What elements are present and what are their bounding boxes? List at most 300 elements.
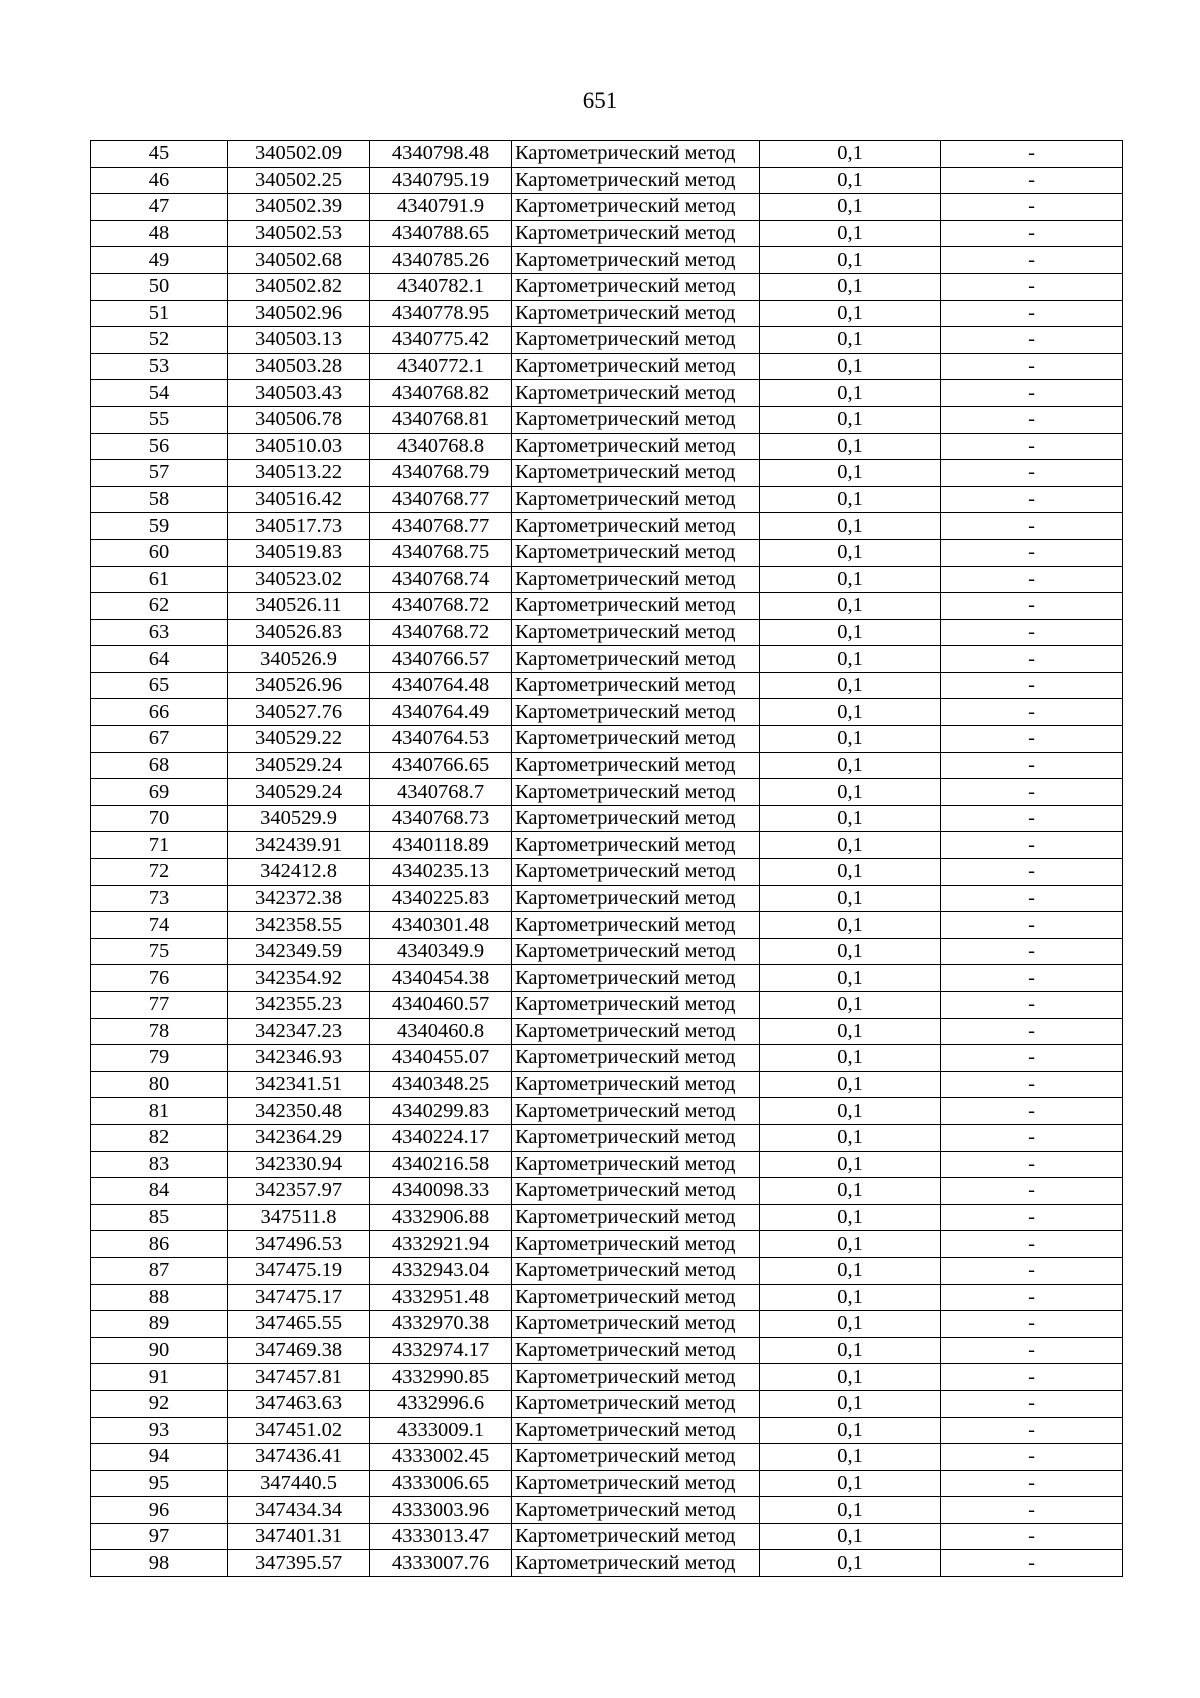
x-coordinate-cell: 340502.09	[228, 141, 370, 168]
y-coordinate-cell: 4340785.26	[370, 247, 512, 274]
note-cell: -	[941, 779, 1123, 806]
table-row	[91, 1257, 1123, 1284]
table-row	[91, 300, 1123, 327]
note-cell: -	[941, 752, 1123, 779]
x-coordinate-cell: 342330.94	[228, 1151, 370, 1178]
y-coordinate-cell: 4332996.6	[370, 1390, 512, 1417]
x-coordinate-cell: 340519.83	[228, 539, 370, 566]
table-row	[91, 646, 1123, 673]
x-coordinate-cell: 340526.9	[228, 646, 370, 673]
x-coordinate-cell: 347511.8	[228, 1204, 370, 1231]
point-number-cell: 90	[91, 1337, 228, 1364]
note-cell: -	[941, 938, 1123, 965]
table-row	[91, 406, 1123, 433]
accuracy-cell: 0,1	[760, 273, 941, 300]
table-row	[91, 619, 1123, 646]
x-coordinate-cell: 347463.63	[228, 1390, 370, 1417]
table-row	[91, 1151, 1123, 1178]
y-coordinate-cell: 4333013.47	[370, 1523, 512, 1550]
method-cell: Картометрический метод	[512, 1337, 760, 1364]
table-row	[91, 593, 1123, 620]
x-coordinate-cell: 340529.9	[228, 805, 370, 832]
y-coordinate-cell: 4340235.13	[370, 859, 512, 886]
method-cell: Картометрический метод	[512, 1364, 760, 1391]
point-number-cell: 71	[91, 832, 228, 859]
table-row	[91, 380, 1123, 407]
point-number-cell: 57	[91, 460, 228, 487]
y-coordinate-cell: 4340764.49	[370, 699, 512, 726]
note-cell: -	[941, 1311, 1123, 1338]
point-number-cell: 93	[91, 1417, 228, 1444]
note-cell: -	[941, 699, 1123, 726]
table-row	[91, 752, 1123, 779]
y-coordinate-cell: 4333002.45	[370, 1444, 512, 1471]
y-coordinate-cell: 4340788.65	[370, 220, 512, 247]
y-coordinate-cell: 4332970.38	[370, 1311, 512, 1338]
y-coordinate-cell: 4340454.38	[370, 965, 512, 992]
method-cell: Картометрический метод	[512, 539, 760, 566]
x-coordinate-cell: 340510.03	[228, 433, 370, 460]
y-coordinate-cell: 4340782.1	[370, 273, 512, 300]
accuracy-cell: 0,1	[760, 885, 941, 912]
note-cell: -	[941, 1231, 1123, 1258]
accuracy-cell: 0,1	[760, 992, 941, 1019]
x-coordinate-cell: 340503.43	[228, 380, 370, 407]
method-cell: Картометрический метод	[512, 1444, 760, 1471]
method-cell: Картометрический метод	[512, 273, 760, 300]
point-number-cell: 76	[91, 965, 228, 992]
method-cell: Картометрический метод	[512, 1045, 760, 1072]
accuracy-cell: 0,1	[760, 859, 941, 886]
table-row	[91, 1311, 1123, 1338]
x-coordinate-cell: 347436.41	[228, 1444, 370, 1471]
point-number-cell: 82	[91, 1124, 228, 1151]
point-number-cell: 53	[91, 353, 228, 380]
method-cell: Картометрический метод	[512, 938, 760, 965]
y-coordinate-cell: 4333009.1	[370, 1417, 512, 1444]
method-cell: Картометрический метод	[512, 220, 760, 247]
note-cell: -	[941, 965, 1123, 992]
accuracy-cell: 0,1	[760, 726, 941, 753]
accuracy-cell: 0,1	[760, 1257, 941, 1284]
note-cell: -	[941, 1444, 1123, 1471]
y-coordinate-cell: 4340455.07	[370, 1045, 512, 1072]
accuracy-cell: 0,1	[760, 1550, 941, 1577]
table-row	[91, 486, 1123, 513]
y-coordinate-cell: 4340768.75	[370, 539, 512, 566]
method-cell: Картометрический метод	[512, 726, 760, 753]
accuracy-cell: 0,1	[760, 1390, 941, 1417]
table-row	[91, 327, 1123, 354]
point-number-cell: 97	[91, 1523, 228, 1550]
point-number-cell: 75	[91, 938, 228, 965]
x-coordinate-cell: 340526.11	[228, 593, 370, 620]
table-row	[91, 1417, 1123, 1444]
table-row	[91, 779, 1123, 806]
accuracy-cell: 0,1	[760, 300, 941, 327]
method-cell: Картометрический метод	[512, 1178, 760, 1205]
point-number-cell: 55	[91, 406, 228, 433]
table-row	[91, 1098, 1123, 1125]
method-cell: Картометрический метод	[512, 1497, 760, 1524]
note-cell: -	[941, 1497, 1123, 1524]
y-coordinate-cell: 4340766.65	[370, 752, 512, 779]
accuracy-cell: 0,1	[760, 1124, 941, 1151]
accuracy-cell: 0,1	[760, 1444, 941, 1471]
y-coordinate-cell: 4340768.72	[370, 593, 512, 620]
method-cell: Картометрический метод	[512, 141, 760, 168]
x-coordinate-cell: 347457.81	[228, 1364, 370, 1391]
note-cell: -	[941, 646, 1123, 673]
accuracy-cell: 0,1	[760, 1284, 941, 1311]
point-number-cell: 88	[91, 1284, 228, 1311]
y-coordinate-cell: 4340225.83	[370, 885, 512, 912]
table-row	[91, 885, 1123, 912]
table-row	[91, 167, 1123, 194]
method-cell: Картометрический метод	[512, 486, 760, 513]
note-cell: -	[941, 300, 1123, 327]
point-number-cell: 74	[91, 912, 228, 939]
accuracy-cell: 0,1	[760, 141, 941, 168]
accuracy-cell: 0,1	[760, 566, 941, 593]
method-cell: Картометрический метод	[512, 1204, 760, 1231]
x-coordinate-cell: 340529.22	[228, 726, 370, 753]
accuracy-cell: 0,1	[760, 593, 941, 620]
x-coordinate-cell: 340502.68	[228, 247, 370, 274]
accuracy-cell: 0,1	[760, 619, 941, 646]
table-row	[91, 938, 1123, 965]
point-number-cell: 61	[91, 566, 228, 593]
method-cell: Картометрический метод	[512, 167, 760, 194]
point-number-cell: 64	[91, 646, 228, 673]
method-cell: Картометрический метод	[512, 805, 760, 832]
method-cell: Картометрический метод	[512, 353, 760, 380]
note-cell: -	[941, 1523, 1123, 1550]
y-coordinate-cell: 4340224.17	[370, 1124, 512, 1151]
point-number-cell: 54	[91, 380, 228, 407]
x-coordinate-cell: 347496.53	[228, 1231, 370, 1258]
note-cell: -	[941, 1098, 1123, 1125]
note-cell: -	[941, 327, 1123, 354]
y-coordinate-cell: 4340768.79	[370, 460, 512, 487]
point-number-cell: 77	[91, 992, 228, 1019]
y-coordinate-cell: 4340768.8	[370, 433, 512, 460]
method-cell: Картометрический метод	[512, 566, 760, 593]
point-number-cell: 98	[91, 1550, 228, 1577]
y-coordinate-cell: 4332943.04	[370, 1257, 512, 1284]
x-coordinate-cell: 347451.02	[228, 1417, 370, 1444]
x-coordinate-cell: 347475.17	[228, 1284, 370, 1311]
point-number-cell: 62	[91, 593, 228, 620]
x-coordinate-cell: 342341.51	[228, 1071, 370, 1098]
note-cell: -	[941, 1018, 1123, 1045]
accuracy-cell: 0,1	[760, 1018, 941, 1045]
table-row	[91, 1018, 1123, 1045]
y-coordinate-cell: 4340772.1	[370, 353, 512, 380]
y-coordinate-cell: 4333006.65	[370, 1470, 512, 1497]
point-number-cell: 47	[91, 194, 228, 221]
method-cell: Картометрический метод	[512, 1284, 760, 1311]
note-cell: -	[941, 141, 1123, 168]
method-cell: Картометрический метод	[512, 619, 760, 646]
point-number-cell: 45	[91, 141, 228, 168]
note-cell: -	[941, 1071, 1123, 1098]
method-cell: Картометрический метод	[512, 752, 760, 779]
table-row	[91, 1071, 1123, 1098]
note-cell: -	[941, 486, 1123, 513]
note-cell: -	[941, 1257, 1123, 1284]
point-number-cell: 59	[91, 513, 228, 540]
accuracy-cell: 0,1	[760, 380, 941, 407]
note-cell: -	[941, 460, 1123, 487]
accuracy-cell: 0,1	[760, 353, 941, 380]
point-number-cell: 58	[91, 486, 228, 513]
note-cell: -	[941, 194, 1123, 221]
note-cell: -	[941, 805, 1123, 832]
note-cell: -	[941, 832, 1123, 859]
accuracy-cell: 0,1	[760, 433, 941, 460]
y-coordinate-cell: 4340216.58	[370, 1151, 512, 1178]
method-cell: Картометрический метод	[512, 672, 760, 699]
x-coordinate-cell: 340517.73	[228, 513, 370, 540]
note-cell: -	[941, 1045, 1123, 1072]
accuracy-cell: 0,1	[760, 327, 941, 354]
accuracy-cell: 0,1	[760, 1364, 941, 1391]
note-cell: -	[941, 273, 1123, 300]
method-cell: Картометрический метод	[512, 406, 760, 433]
note-cell: -	[941, 1390, 1123, 1417]
y-coordinate-cell: 4340299.83	[370, 1098, 512, 1125]
note-cell: -	[941, 1124, 1123, 1151]
accuracy-cell: 0,1	[760, 539, 941, 566]
table-row	[91, 1045, 1123, 1072]
table-row	[91, 1470, 1123, 1497]
method-cell: Картометрический метод	[512, 513, 760, 540]
table-row	[91, 1390, 1123, 1417]
y-coordinate-cell: 4340768.81	[370, 406, 512, 433]
x-coordinate-cell: 342347.23	[228, 1018, 370, 1045]
method-cell: Картометрический метод	[512, 699, 760, 726]
y-coordinate-cell: 4332921.94	[370, 1231, 512, 1258]
table-row	[91, 353, 1123, 380]
table-row	[91, 726, 1123, 753]
table-row	[91, 1444, 1123, 1471]
point-number-cell: 84	[91, 1178, 228, 1205]
table-row	[91, 247, 1123, 274]
method-cell: Картометрический метод	[512, 194, 760, 221]
x-coordinate-cell: 340516.42	[228, 486, 370, 513]
method-cell: Картометрический метод	[512, 859, 760, 886]
accuracy-cell: 0,1	[760, 1204, 941, 1231]
y-coordinate-cell: 4340348.25	[370, 1071, 512, 1098]
x-coordinate-cell: 340502.96	[228, 300, 370, 327]
method-cell: Картометрический метод	[512, 1470, 760, 1497]
point-number-cell: 87	[91, 1257, 228, 1284]
note-cell: -	[941, 1417, 1123, 1444]
x-coordinate-cell: 342349.59	[228, 938, 370, 965]
method-cell: Картометрический метод	[512, 1124, 760, 1151]
note-cell: -	[941, 1204, 1123, 1231]
table-row	[91, 1178, 1123, 1205]
y-coordinate-cell: 4340118.89	[370, 832, 512, 859]
page-number: 651	[582, 88, 618, 113]
y-coordinate-cell: 4340301.48	[370, 912, 512, 939]
table-row	[91, 460, 1123, 487]
note-cell: -	[941, 539, 1123, 566]
y-coordinate-cell: 4340764.48	[370, 672, 512, 699]
method-cell: Картометрический метод	[512, 832, 760, 859]
y-coordinate-cell: 4332906.88	[370, 1204, 512, 1231]
method-cell: Картометрический метод	[512, 885, 760, 912]
table-row	[91, 1124, 1123, 1151]
note-cell: -	[941, 566, 1123, 593]
x-coordinate-cell: 342350.48	[228, 1098, 370, 1125]
point-number-cell: 72	[91, 859, 228, 886]
point-number-cell: 46	[91, 167, 228, 194]
table-row	[91, 539, 1123, 566]
method-cell: Картометрический метод	[512, 1231, 760, 1258]
y-coordinate-cell: 4340460.8	[370, 1018, 512, 1045]
x-coordinate-cell: 347469.38	[228, 1337, 370, 1364]
note-cell: -	[941, 1470, 1123, 1497]
table-row	[91, 273, 1123, 300]
table-row	[91, 1284, 1123, 1311]
table-row	[91, 141, 1123, 168]
note-cell: -	[941, 1284, 1123, 1311]
method-cell: Картометрический метод	[512, 327, 760, 354]
table-row	[91, 194, 1123, 221]
point-number-cell: 60	[91, 539, 228, 566]
accuracy-cell: 0,1	[760, 1151, 941, 1178]
point-number-cell: 68	[91, 752, 228, 779]
method-cell: Картометрический метод	[512, 912, 760, 939]
accuracy-cell: 0,1	[760, 1523, 941, 1550]
table-row	[91, 1337, 1123, 1364]
y-coordinate-cell: 4333007.76	[370, 1550, 512, 1577]
note-cell: -	[941, 220, 1123, 247]
coordinates-table-body	[91, 141, 1123, 1577]
x-coordinate-cell: 342355.23	[228, 992, 370, 1019]
accuracy-cell: 0,1	[760, 1497, 941, 1524]
point-number-cell: 83	[91, 1151, 228, 1178]
accuracy-cell: 0,1	[760, 1098, 941, 1125]
table-row	[91, 1550, 1123, 1577]
note-cell: -	[941, 433, 1123, 460]
table-row	[91, 832, 1123, 859]
note-cell: -	[941, 380, 1123, 407]
x-coordinate-cell: 342357.97	[228, 1178, 370, 1205]
y-coordinate-cell: 4340791.9	[370, 194, 512, 221]
method-cell: Картометрический метод	[512, 1071, 760, 1098]
y-coordinate-cell: 4340798.48	[370, 141, 512, 168]
accuracy-cell: 0,1	[760, 1337, 941, 1364]
table-row	[91, 912, 1123, 939]
point-number-cell: 65	[91, 672, 228, 699]
x-coordinate-cell: 340503.13	[228, 327, 370, 354]
accuracy-cell: 0,1	[760, 912, 941, 939]
y-coordinate-cell: 4332974.17	[370, 1337, 512, 1364]
accuracy-cell: 0,1	[760, 513, 941, 540]
point-number-cell: 95	[91, 1470, 228, 1497]
note-cell: -	[941, 353, 1123, 380]
accuracy-cell: 0,1	[760, 194, 941, 221]
x-coordinate-cell: 340502.82	[228, 273, 370, 300]
table-row	[91, 859, 1123, 886]
note-cell: -	[941, 406, 1123, 433]
accuracy-cell: 0,1	[760, 247, 941, 274]
accuracy-cell: 0,1	[760, 1045, 941, 1072]
method-cell: Картометрический метод	[512, 1098, 760, 1125]
x-coordinate-cell: 340526.96	[228, 672, 370, 699]
note-cell: -	[941, 1364, 1123, 1391]
note-cell: -	[941, 167, 1123, 194]
table-row	[91, 1364, 1123, 1391]
point-number-cell: 66	[91, 699, 228, 726]
accuracy-cell: 0,1	[760, 938, 941, 965]
y-coordinate-cell: 4340768.82	[370, 380, 512, 407]
method-cell: Картометрический метод	[512, 992, 760, 1019]
table-row	[91, 965, 1123, 992]
x-coordinate-cell: 340506.78	[228, 406, 370, 433]
method-cell: Картометрический метод	[512, 1311, 760, 1338]
table-row	[91, 1204, 1123, 1231]
method-cell: Картометрический метод	[512, 433, 760, 460]
point-number-cell: 70	[91, 805, 228, 832]
y-coordinate-cell: 4340098.33	[370, 1178, 512, 1205]
table-row	[91, 992, 1123, 1019]
point-number-cell: 80	[91, 1071, 228, 1098]
note-cell: -	[941, 885, 1123, 912]
method-cell: Картометрический метод	[512, 779, 760, 806]
note-cell: -	[941, 247, 1123, 274]
table-row	[91, 805, 1123, 832]
x-coordinate-cell: 340529.24	[228, 752, 370, 779]
table-row	[91, 513, 1123, 540]
accuracy-cell: 0,1	[760, 805, 941, 832]
y-coordinate-cell: 4340768.77	[370, 513, 512, 540]
x-coordinate-cell: 340529.24	[228, 779, 370, 806]
method-cell: Картометрический метод	[512, 300, 760, 327]
accuracy-cell: 0,1	[760, 832, 941, 859]
accuracy-cell: 0,1	[760, 1417, 941, 1444]
point-number-cell: 89	[91, 1311, 228, 1338]
accuracy-cell: 0,1	[760, 646, 941, 673]
accuracy-cell: 0,1	[760, 1231, 941, 1258]
point-number-cell: 52	[91, 327, 228, 354]
note-cell: -	[941, 992, 1123, 1019]
y-coordinate-cell: 4340775.42	[370, 327, 512, 354]
x-coordinate-cell: 342364.29	[228, 1124, 370, 1151]
coordinates-table	[90, 140, 1123, 1577]
note-cell: -	[941, 1151, 1123, 1178]
table-row	[91, 1523, 1123, 1550]
x-coordinate-cell: 347395.57	[228, 1550, 370, 1577]
x-coordinate-cell: 347401.31	[228, 1523, 370, 1550]
method-cell: Картометрический метод	[512, 965, 760, 992]
note-cell: -	[941, 672, 1123, 699]
method-cell: Картометрический метод	[512, 593, 760, 620]
point-number-cell: 78	[91, 1018, 228, 1045]
y-coordinate-cell: 4340768.74	[370, 566, 512, 593]
x-coordinate-cell: 340513.22	[228, 460, 370, 487]
y-coordinate-cell: 4340778.95	[370, 300, 512, 327]
accuracy-cell: 0,1	[760, 1071, 941, 1098]
y-coordinate-cell: 4340768.73	[370, 805, 512, 832]
method-cell: Картометрический метод	[512, 1018, 760, 1045]
accuracy-cell: 0,1	[760, 1470, 941, 1497]
y-coordinate-cell: 4340460.57	[370, 992, 512, 1019]
table-row	[91, 1497, 1123, 1524]
